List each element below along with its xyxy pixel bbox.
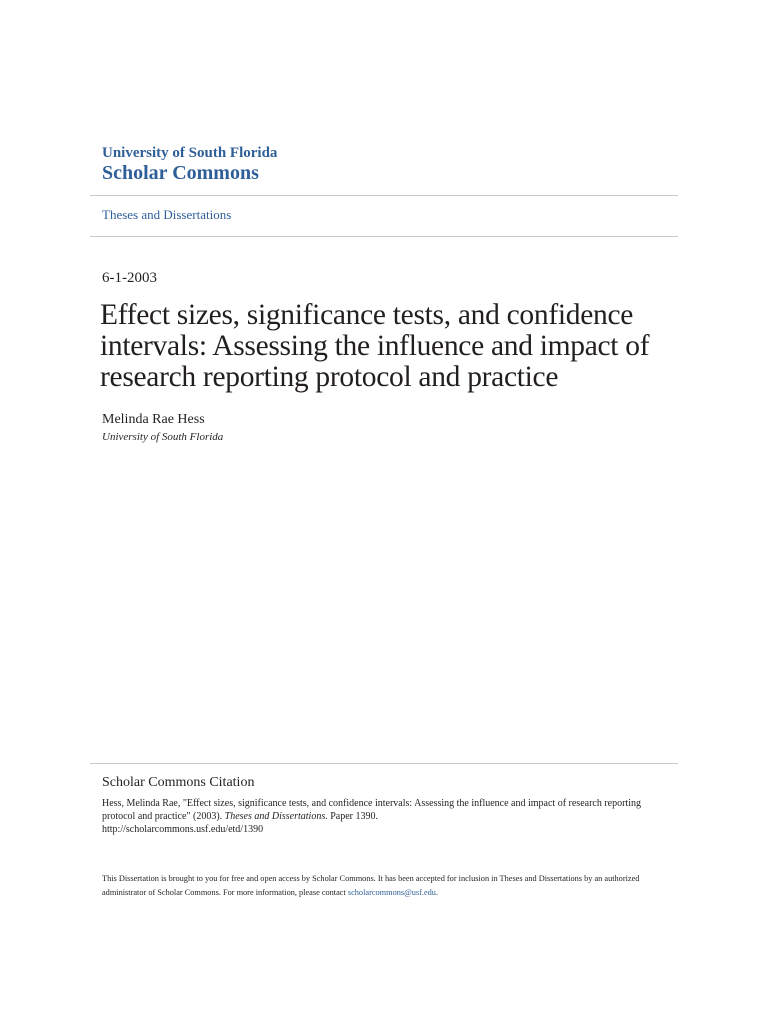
notice-text: This Dissertation is brought to you for free and open access by Scholar Commons. It has been accepted for inclusion in Theses and Dissertations by an authorized administrator of Scholar Commons. For more information, please contact [102, 874, 640, 897]
collection-link[interactable]: Theses and Dissertations [102, 207, 232, 222]
citation-url[interactable]: http://scholarcommons.usf.edu/etd/1390 [102, 824, 264, 835]
publication-date: 6-1-2003 [102, 270, 157, 286]
citation-divider [90, 763, 678, 764]
access-notice [102, 872, 668, 899]
citation-text [102, 797, 668, 836]
contact-email-link[interactable]: scholarcommons@usf.edu [347, 887, 436, 897]
document-title: Effect sizes, significance tests, and confidence intervals: Assessing the influence and impact of research reporting protocol and practice [100, 299, 650, 393]
citation-heading: Scholar Commons Citation [102, 775, 255, 790]
citation-series: Theses and Dissertations. [224, 811, 328, 822]
header-bottom-divider [90, 236, 678, 237]
author-affiliation: University of South Florida [102, 431, 224, 443]
institution-name[interactable]: University of South Florida [102, 145, 278, 161]
author-name: Melinda Rae Hess [102, 412, 205, 427]
header-top-divider [90, 195, 678, 196]
notice-end: . [435, 887, 439, 897]
citation-body: Hess, Melinda Rae, "Effect sizes, significance tests, and confidence intervals: Assessing the influence and impact of research reporting protocol and practice" (2003). [102, 798, 641, 822]
citation-paper-number: Paper 1390. [330, 811, 378, 822]
repository-name[interactable]: Scholar Commons [102, 162, 259, 184]
